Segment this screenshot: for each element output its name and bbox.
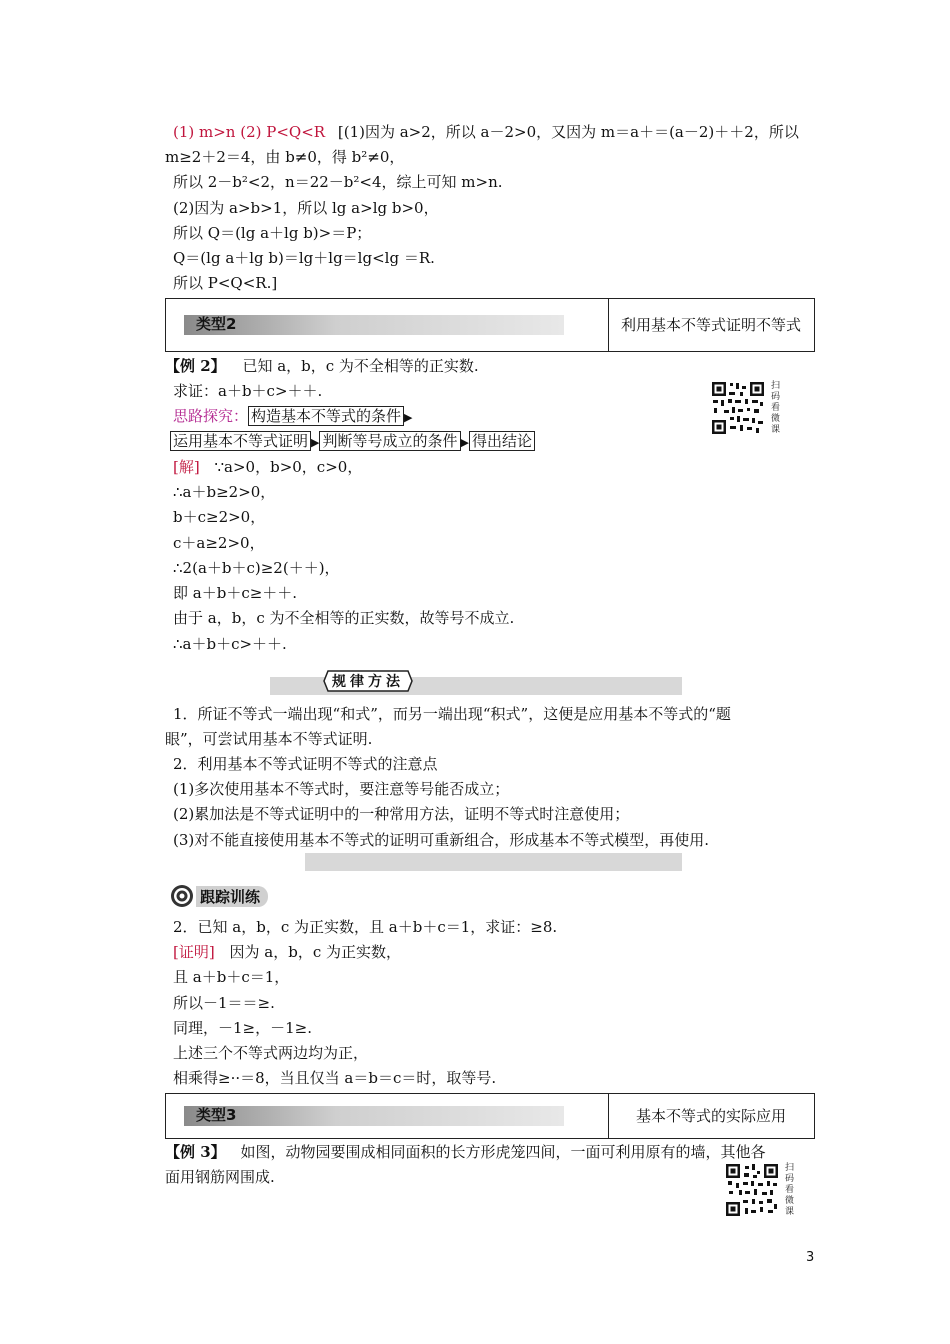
solution-line-7: 由于 a，b，c 为不全相等的正实数，故等号不成立. — [173, 609, 515, 627]
qr-code-icon — [724, 1162, 780, 1218]
solution-line-1: [解] ∵a>0，b>0，c>0， — [173, 458, 363, 476]
solution-label: [解] — [173, 458, 200, 476]
solution-line-8: ∴a＋b＋c>＋＋. — [173, 635, 287, 653]
rule-4: (2)累加法是不等式证明中的一种常用方法，证明不等式时注意使用； — [173, 805, 630, 823]
example3-label: 【例 3】 — [165, 1143, 226, 1161]
arrow-icon: ▶ — [404, 411, 413, 424]
thinking-route-2 — [170, 431, 535, 453]
answer-line-7: 所以 P<Q<R.] — [173, 274, 278, 292]
rules-title-text: 规律方法 — [332, 674, 404, 690]
proof-label: [证明] — [173, 943, 215, 961]
think-step-3: 判断等号成立的条件 — [319, 431, 460, 451]
rule-5: (3)对不能直接使用基本不等式的证明可重新组合，形成基本不等式模型，再使用. — [173, 831, 710, 849]
solution-line-3: b＋c≥2>0， — [173, 508, 266, 526]
answer-line-6: Q＝(lg a＋lg b)＝lg＋lg＝lg<lg ＝R. — [173, 249, 435, 267]
thinking-label: 思路探究： — [173, 407, 249, 425]
solution-line-6: 即 a＋b＋c≥＋＋. — [173, 584, 298, 602]
target-icon — [170, 884, 194, 908]
answer-explain: [(1)因为 a>2，所以 a－2>0，又因为 m＝a＋＝(a－2)＋＋2，所以 — [337, 123, 799, 141]
proof-line-5: 上述三个不等式两边均为正， — [173, 1044, 369, 1062]
example2-statement: 【例 2】 已知 a，b，c 为不全相等的正实数. — [165, 357, 479, 375]
answer-line-1 — [173, 122, 799, 142]
type2-header — [165, 298, 815, 352]
example2-prove: 求证：a＋b＋c>＋＋. — [173, 382, 323, 400]
arrow-icon: ▶ — [311, 436, 320, 449]
example3-line-2: 面用钢筋网围成. — [165, 1168, 275, 1186]
proof-line-1: [证明] 因为 a，b，c 为正实数， — [173, 943, 401, 961]
track-question: 2．已知 a，b，c 为正实数，且 a＋b＋c＝1，求证：≥8. — [173, 918, 558, 936]
type3-tab — [184, 1106, 564, 1126]
qr-label: 扫码看微课 — [785, 1163, 795, 1217]
proof-line-6: 相乘得≥··＝8，当且仅当 a＝b＝c＝时，取等号. — [173, 1069, 497, 1087]
answer-red: (1) m>n (2) P<Q<R — [173, 123, 326, 141]
answer-line-4: (2)因为 a>b>1，所以 lg a>lg b>0， — [173, 199, 439, 217]
track-training-title: 跟踪训练 — [196, 886, 268, 907]
proof-line-4: 同理，－1≥，－1≥. — [173, 1019, 312, 1037]
type2-tab-label: 类型2 — [196, 315, 237, 333]
think-step-2: 运用基本不等式证明 — [170, 431, 311, 451]
page-number: 3 — [806, 1250, 815, 1265]
type2-title: 利用基本不等式证明不等式 — [620, 316, 801, 334]
type2-tab — [184, 315, 564, 335]
solution-line-2: ∴a＋b≥2>0， — [173, 483, 276, 501]
rules-footer-band — [305, 853, 682, 871]
type3-title: 基本不等式的实际应用 — [635, 1107, 786, 1125]
think-step-1: 构造基本不等式的条件 — [248, 406, 404, 426]
type3-tab-label: 类型3 — [196, 1106, 237, 1124]
solution-line-4: c＋a≥2>0， — [173, 534, 265, 552]
example2-label: 【例 2】 — [165, 357, 226, 375]
rules-title — [322, 668, 414, 694]
answer-line-5: 所以 Q＝(lg a＋lg b)>＝P； — [173, 224, 372, 242]
qr-label: 扫码看微课 — [771, 381, 781, 435]
answer-line-3: 所以 2－b²<2，n＝22－b²<4，综上可知 m>n. — [173, 173, 503, 191]
rule-3: (1)多次使用基本不等式时，要注意等号能否成立； — [173, 780, 510, 798]
answer-line-2: m≥2＋2＝4，由 b≠0，得 b²≠0， — [165, 148, 405, 166]
solution-line-5: ∴2(a＋b＋c)≥2(＋＋)， — [173, 559, 340, 577]
rule-2: 2．利用基本不等式证明不等式的注意点 — [173, 755, 438, 773]
thinking-route — [173, 406, 413, 428]
think-step-4: 得出结论 — [469, 431, 535, 451]
rule-1a: 1．所证不等式一端出现“和式”，而另一端出现“积式”，这便是应用基本不等式的“题 — [173, 705, 731, 723]
track-training-header — [170, 884, 290, 908]
proof-line-3: 所以－1＝＝≥. — [173, 994, 275, 1012]
type3-header — [165, 1093, 815, 1139]
arrow-icon: ▶ — [460, 436, 469, 449]
rule-1b: 眼”，可尝试用基本不等式证明. — [165, 730, 373, 748]
qr-code-icon — [710, 380, 766, 436]
proof-line-2: 且 a＋b＋c＝1， — [173, 968, 290, 986]
example3-line-1: 【例 3】 如图，动物园要围成相同面积的长方形虎笼四间，一面可利用原有的墙，其他各 — [165, 1143, 766, 1161]
